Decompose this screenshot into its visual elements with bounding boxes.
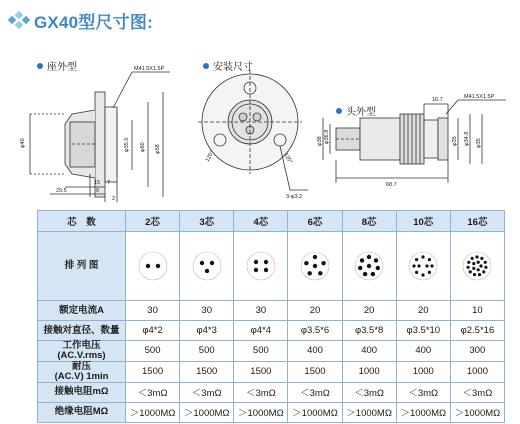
pin-dot xyxy=(471,257,474,260)
row-value: φ3.5*10 xyxy=(396,321,450,341)
svg-text:φ38: φ38 xyxy=(317,136,323,146)
row-value: 1000 xyxy=(342,361,396,382)
svg-text:29.5: 29.5 xyxy=(56,188,67,194)
pin-dot xyxy=(371,272,375,276)
pin-layout-cell xyxy=(396,232,450,301)
pin-dot xyxy=(264,260,268,264)
pin-layout-16-icon xyxy=(462,251,492,281)
pin-dot xyxy=(428,258,431,261)
pin-dot xyxy=(422,255,425,258)
pin-dot xyxy=(483,270,486,273)
col-10-core: 10芯 xyxy=(396,211,450,232)
pin-dot xyxy=(307,271,311,275)
pin-dot xyxy=(360,258,364,262)
pin-dot xyxy=(264,268,268,272)
pin-dot xyxy=(418,264,421,267)
pin-dot xyxy=(484,261,487,264)
svg-text:φ40: φ40 xyxy=(20,138,26,148)
row-value: 500 xyxy=(126,341,180,362)
row-value: 30 xyxy=(234,301,288,321)
pin-dot xyxy=(313,255,317,259)
title-text: GX40型尺寸图: xyxy=(34,12,153,32)
pin-layout-6-icon xyxy=(300,251,330,281)
pin-layout-8-icon xyxy=(354,251,384,281)
svg-text:M41.5X1.5P: M41.5X1.5P xyxy=(464,94,495,100)
row-value: ＜3mΩ xyxy=(126,382,180,402)
spec-table xyxy=(37,210,505,423)
pin-layout-cell xyxy=(126,232,180,301)
row-value: ＜3mΩ xyxy=(396,382,450,402)
row-value: ＞1000MΩ xyxy=(126,402,180,422)
header-label: 芯 数 xyxy=(38,211,126,232)
row-value: 1000 xyxy=(396,361,450,382)
row-value: 1000 xyxy=(450,361,504,382)
socket-view-label: 座外型 xyxy=(37,58,77,73)
pin-dot xyxy=(431,264,434,267)
row-label: 接触电阻mΩ xyxy=(38,382,126,402)
pin-outline xyxy=(193,252,221,280)
spec-row xyxy=(38,321,505,341)
row-value: ＜3mΩ xyxy=(450,382,504,402)
pin-dot xyxy=(481,257,484,260)
pin-layout-10-icon xyxy=(408,251,438,281)
pin-dot xyxy=(376,266,380,270)
pin-dot xyxy=(254,260,258,264)
socket-side-drawing xyxy=(10,62,200,204)
pin-dot xyxy=(415,271,418,274)
pin-layout-label: 排 列 图 xyxy=(38,232,126,301)
pin-dot xyxy=(200,261,204,265)
pin-layout-cell xyxy=(342,232,396,301)
pin-dot xyxy=(367,264,371,268)
row-value: ＜3mΩ xyxy=(342,382,396,402)
row-value: ＞1000MΩ xyxy=(396,402,450,422)
pin-outline xyxy=(247,252,275,280)
pin-layout-cell xyxy=(180,232,234,301)
pin-dot xyxy=(467,266,470,269)
pin-dot xyxy=(205,269,209,273)
pin-dot xyxy=(426,264,429,267)
svg-text:M41.5X1.5P: M41.5X1.5P xyxy=(134,66,165,72)
pin-dot xyxy=(477,261,480,264)
row-value: φ3.5*6 xyxy=(288,321,342,341)
row-value: ＞1000MΩ xyxy=(234,402,288,422)
svg-text:68.7: 68.7 xyxy=(386,182,397,188)
row-value: 30 xyxy=(126,301,180,321)
pin-dot xyxy=(210,261,214,265)
row-value: ＞1000MΩ xyxy=(180,402,234,422)
svg-text:φ60: φ60 xyxy=(140,142,146,152)
pin-dot xyxy=(480,264,483,267)
svg-text:φ35: φ35 xyxy=(452,136,458,146)
row-value: ＜3mΩ xyxy=(234,382,288,402)
row-value: ＜3mΩ xyxy=(180,382,234,402)
svg-text:φ58: φ58 xyxy=(155,144,161,154)
pin-dot xyxy=(473,262,476,265)
row-value: 400 xyxy=(396,341,450,362)
pin-dot xyxy=(358,266,362,270)
pin-dot xyxy=(485,266,488,269)
row-label: 工作电压 (AC.V.rms) xyxy=(38,341,126,362)
pin-dot xyxy=(367,255,371,259)
install-front-drawing xyxy=(190,62,310,202)
pin-dot xyxy=(473,273,476,276)
svg-text:3-φ3.2: 3-φ3.2 xyxy=(286,194,303,200)
row-value: φ3.5*8 xyxy=(342,321,396,341)
col-16-core: 16芯 xyxy=(450,211,504,232)
row-label: 接触对直径、数量 xyxy=(38,321,126,341)
pin-dot xyxy=(304,261,308,265)
pin-dot xyxy=(476,255,479,258)
row-value: ＞1000MΩ xyxy=(288,402,342,422)
spec-row xyxy=(38,341,505,362)
pin-dot xyxy=(374,258,378,262)
col-6-core: 6芯 xyxy=(288,211,342,232)
svg-text:16.7: 16.7 xyxy=(432,97,443,103)
svg-text:φ35.5: φ35.5 xyxy=(124,137,130,152)
pin-layout-cell xyxy=(234,232,288,301)
svg-text:φ36.8: φ36.8 xyxy=(324,129,330,144)
col-4-core: 4芯 xyxy=(234,211,288,232)
row-value: 20 xyxy=(288,301,342,321)
row-value: ＜3mΩ xyxy=(288,382,342,402)
page-title xyxy=(8,9,153,31)
row-value: 1500 xyxy=(288,361,342,382)
row-label: 耐压 (AC.V) 1min xyxy=(38,361,126,382)
pin-dot xyxy=(155,264,159,268)
spec-row xyxy=(38,301,505,321)
col-2-core: 2芯 xyxy=(126,211,180,232)
row-value: 300 xyxy=(450,341,504,362)
svg-text:7: 7 xyxy=(107,180,111,186)
row-value: ＞1000MΩ xyxy=(342,402,396,422)
svg-text:φ35: φ35 xyxy=(476,138,482,148)
svg-text:120°: 120° xyxy=(282,152,294,165)
row-value: φ4*3 xyxy=(180,321,234,341)
pin-dot xyxy=(473,267,476,270)
pin-dot xyxy=(422,273,425,276)
pin-dot xyxy=(313,264,317,268)
row-value: 30 xyxy=(180,301,234,321)
pin-layout-row xyxy=(38,232,505,301)
svg-text:2: 2 xyxy=(112,196,116,202)
pin-dot xyxy=(363,272,367,276)
svg-text:120°: 120° xyxy=(204,150,216,163)
row-value: 400 xyxy=(342,341,396,362)
spec-row xyxy=(38,402,505,422)
row-value: 1500 xyxy=(126,361,180,382)
spec-row xyxy=(38,361,505,382)
row-value: 1500 xyxy=(234,361,288,382)
plug-view-label: 头外型 xyxy=(336,103,376,118)
pin-dot xyxy=(468,261,471,264)
svg-text:φ34.8: φ34.8 xyxy=(464,131,470,146)
svg-text:15: 15 xyxy=(94,180,101,186)
row-value: 500 xyxy=(180,341,234,362)
pin-dot xyxy=(477,268,480,271)
pin-layout-3-icon xyxy=(192,251,222,281)
pin-layout-cell xyxy=(450,232,504,301)
row-value: φ4*4 xyxy=(234,321,288,341)
pin-dot xyxy=(415,258,418,261)
svg-text:9: 9 xyxy=(96,188,100,194)
row-value: 500 xyxy=(234,341,288,362)
col-8-core: 8芯 xyxy=(342,211,396,232)
pin-dot xyxy=(318,271,322,275)
install-view-label: 安装尺寸 xyxy=(203,58,253,73)
pin-layout-2-icon xyxy=(138,251,168,281)
row-value: ＞1000MΩ xyxy=(450,402,504,422)
col-3-core: 3芯 xyxy=(180,211,234,232)
diamond-bullets-icon xyxy=(8,11,30,29)
row-label: 额定电流A xyxy=(38,301,126,321)
plug-side-drawing xyxy=(318,88,518,200)
row-label: 绝缘电阻MΩ xyxy=(38,402,126,422)
row-value: φ4*2 xyxy=(126,321,180,341)
row-value: 10 xyxy=(450,301,504,321)
pin-outline xyxy=(139,252,167,280)
pin-dot xyxy=(321,261,325,265)
pin-layout-4-icon xyxy=(246,251,276,281)
pin-layout-cell xyxy=(288,232,342,301)
row-value: 1500 xyxy=(180,361,234,382)
header-row xyxy=(38,211,505,232)
pin-dot xyxy=(469,270,472,273)
pin-dot xyxy=(145,264,149,268)
row-value: 20 xyxy=(396,301,450,321)
pin-dot xyxy=(478,273,481,276)
spec-row xyxy=(38,382,505,402)
row-value: φ2.5*16 xyxy=(450,321,504,341)
row-value: 20 xyxy=(342,301,396,321)
pin-dot xyxy=(428,271,431,274)
row-value: 400 xyxy=(288,341,342,362)
pin-dot xyxy=(413,264,416,267)
pin-dot xyxy=(254,268,258,272)
